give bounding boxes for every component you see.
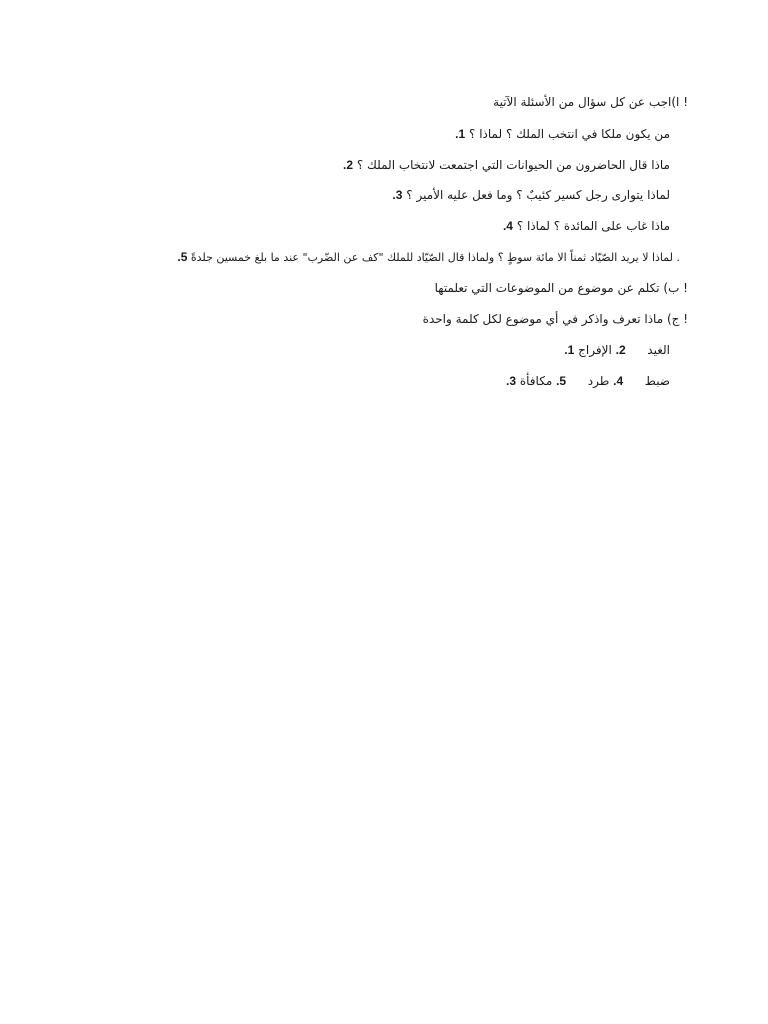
question-5-text: . لماذا لا يريد الصّيّاد ثمناً الا مائة سوطٍ ؟ ولماذا قال الصّيّاد للملك "كف عن الضّرب" عند ما بلغ خمسين جلدةً — [190, 251, 680, 264]
heading-a — [493, 94, 688, 110]
vocab-word-1: الإفراج — [578, 343, 612, 357]
question-5 — [177, 249, 680, 266]
vocab-word-2: الغيد — [647, 343, 670, 357]
vocab-number-5: 5. — [556, 374, 567, 388]
vocab-number-3: 3. — [506, 374, 517, 388]
question-5-number: 5. — [177, 250, 188, 264]
heading-a-text: ! ا)اجب عن كل سؤال من الأسئلة الآتية — [493, 95, 688, 109]
vocab-word-5: ضبط — [644, 374, 670, 388]
question-1 — [455, 126, 670, 142]
vocab-row-2 — [506, 373, 670, 389]
heading-b — [435, 280, 688, 296]
question-3 — [392, 187, 670, 203]
question-4-text: ماذا غاب على المائدة ؟ لماذا ؟ — [516, 219, 670, 233]
vocab-word-4: طرد — [587, 374, 610, 388]
heading-c-text: ! ج) ماذا تعرف واذكر في أي موضوع لكل كلمة واحدة — [422, 312, 688, 326]
vocab-word-3: مكافأة — [519, 374, 553, 388]
question-4-number: 4. — [502, 219, 513, 233]
vocab-row-1 — [564, 342, 670, 358]
question-1-number: 1. — [455, 127, 466, 141]
vocab-number-2: 2. — [615, 343, 626, 357]
question-3-text: لماذا يتوارى رجل كسير كئيبٌ ؟ وما فعل عليه الأمير ؟ — [406, 188, 670, 202]
heading-b-text: ! ب) تكلم عن موضوع من الموضوعات التي تعلمتها — [434, 281, 688, 295]
question-2-number: 2. — [342, 158, 354, 172]
question-2-text: ماذا قال الحاضرون من الحيوانات التي اجتمعت لانتخاب الملك ؟ — [356, 158, 670, 172]
question-2 — [343, 157, 670, 173]
heading-c — [423, 311, 688, 327]
question-4 — [503, 218, 670, 234]
vocab-number-4: 4. — [613, 374, 624, 388]
vocab-number-1: 1. — [564, 343, 575, 357]
question-3-number: 3. — [392, 188, 403, 202]
question-1-text: من يكون ملكا في انتخب الملك ؟ لماذا ؟ — [469, 127, 670, 141]
